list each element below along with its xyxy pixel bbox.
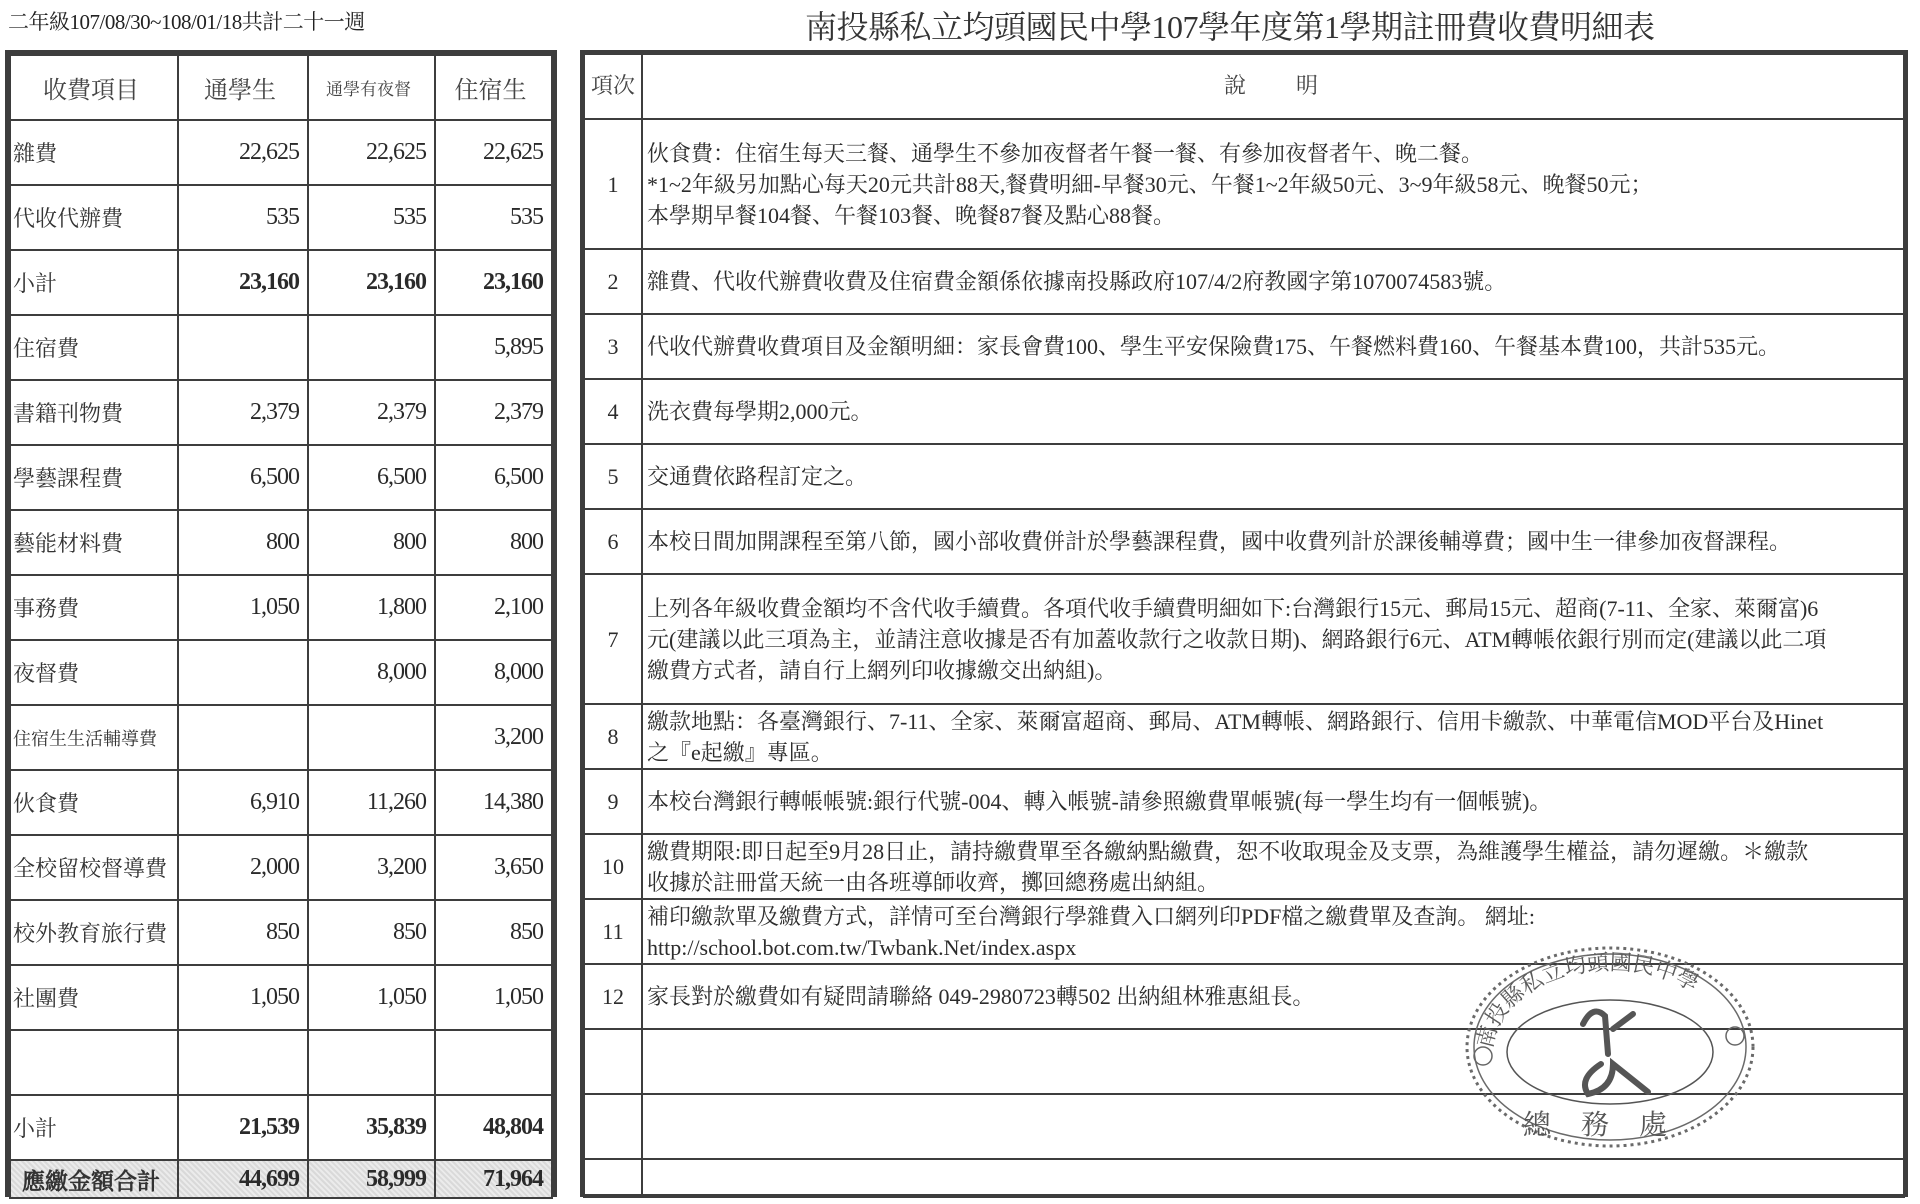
note-text bbox=[642, 509, 1904, 574]
note-text-empty bbox=[642, 1094, 1904, 1159]
note-text bbox=[642, 249, 1904, 314]
fee-boarder: 2,379 bbox=[435, 380, 552, 445]
fee-row bbox=[10, 185, 552, 250]
fee-commuter-night bbox=[308, 315, 435, 380]
fee-boarder bbox=[435, 1030, 552, 1095]
note-line: 家長對於繳費如有疑問請聯絡 049-2980723轉502 出納組林雅惠組長。 bbox=[647, 984, 1315, 1009]
fee-commuter-night bbox=[308, 1030, 435, 1095]
grand-total-commuter-night: 58,999 bbox=[308, 1160, 435, 1198]
fee-commuter-night: 23,160 bbox=[308, 250, 435, 315]
note-row bbox=[584, 899, 1904, 964]
fee-commuter: 2,000 bbox=[178, 835, 308, 900]
note-text bbox=[642, 444, 1904, 509]
fee-item-label: 事務費 bbox=[10, 575, 178, 640]
fee-commuter: 535 bbox=[178, 185, 308, 250]
grand-total-label: 應繳金額合計 bbox=[10, 1160, 178, 1198]
note-text bbox=[642, 314, 1904, 379]
fee-commuter-night: 3,200 bbox=[308, 835, 435, 900]
note-text-empty bbox=[642, 1159, 1904, 1197]
note-number: 10 bbox=[584, 834, 642, 899]
column-header-boarder: 住宿生 bbox=[435, 55, 552, 120]
note-line: 元(建議以此三項為主，並請注意收據是否有加蓋收款行之收款日期)、網路銀行6元、ATM轉帳依銀行別而定(建議以此二項 bbox=[647, 626, 1827, 652]
fee-commuter-night: 2,379 bbox=[308, 380, 435, 445]
fee-boarder: 3,200 bbox=[435, 705, 552, 770]
note-line: 收據於註冊當天統一由各班導師收齊，擲回總務處出納組。 bbox=[647, 869, 1220, 895]
fee-row bbox=[10, 120, 552, 185]
note-line: 交通費依路程訂定之。 bbox=[647, 464, 868, 489]
note-number: 7 bbox=[584, 574, 642, 704]
fee-commuter-night: 850 bbox=[308, 900, 435, 965]
fee-commuter-night: 535 bbox=[308, 185, 435, 250]
payment-url-link[interactable]: http://school.bot.com.tw/Twbank.Net/index.aspx bbox=[647, 934, 1077, 960]
fee-commuter-night: 8,000 bbox=[308, 640, 435, 705]
note-row bbox=[584, 769, 1904, 834]
fee-table bbox=[5, 50, 557, 1197]
fee-commuter: 2,379 bbox=[178, 380, 308, 445]
fee-boarder: 3,650 bbox=[435, 835, 552, 900]
note-text-empty bbox=[642, 1029, 1904, 1094]
note-number-empty bbox=[584, 1094, 642, 1159]
note-row bbox=[584, 574, 1904, 704]
grand-total-boarder: 71,964 bbox=[435, 1160, 552, 1198]
note-line: 之『e起繳』專區。 bbox=[647, 739, 833, 765]
notes-table-header bbox=[584, 54, 1904, 119]
fee-commuter-night: 22,625 bbox=[308, 120, 435, 185]
grand-total-commuter: 44,699 bbox=[178, 1160, 308, 1198]
fee-item-label: 住宿生生活輔導費 bbox=[10, 705, 178, 770]
note-line: 本校台灣銀行轉帳帳號:銀行代號-004、轉入帳號-請參照繳費單帳號(每一學生均有一個帳號)。 bbox=[647, 789, 1552, 814]
fee-commuter bbox=[178, 705, 308, 770]
note-number: 3 bbox=[584, 314, 642, 379]
fee-item-label: 夜督費 bbox=[10, 640, 178, 705]
fee-item-label: 藝能材料費 bbox=[10, 510, 178, 575]
note-line: 補印繳款單及繳費方式，詳情可至台灣銀行學雜費入口網列印PDF檔之繳費單及查詢。 網址: bbox=[647, 903, 1535, 929]
fee-row bbox=[10, 640, 552, 705]
fee-commuter bbox=[178, 640, 308, 705]
fee-item-label: 學藝課程費 bbox=[10, 445, 178, 510]
note-line: *1~2年級另加點心每天20元共計88天,餐費明細-早餐30元、午餐1~2年級50元、3~9年級58元、晚餐50元； bbox=[647, 171, 1653, 197]
column-header-item: 收費項目 bbox=[10, 55, 178, 120]
fee-row bbox=[10, 510, 552, 575]
document-title: 南投縣私立均頭國民中學107學年度第1學期註冊費收費明細表 bbox=[805, 9, 1655, 45]
fee-commuter: 800 bbox=[178, 510, 308, 575]
fee-boarder: 48,804 bbox=[435, 1095, 552, 1160]
note-number: 6 bbox=[584, 509, 642, 574]
note-number: 2 bbox=[584, 249, 642, 314]
fee-boarder: 6,500 bbox=[435, 445, 552, 510]
fee-item-label: 社團費 bbox=[10, 965, 178, 1030]
fee-item-label: 小計 bbox=[10, 250, 178, 315]
column-header-no: 項次 bbox=[584, 54, 642, 119]
note-line: 洗衣費每學期2,000元。 bbox=[647, 399, 873, 424]
fee-row bbox=[10, 380, 552, 445]
note-number: 11 bbox=[584, 899, 642, 964]
fee-item-label bbox=[10, 1030, 178, 1095]
fee-item-label: 住宿費 bbox=[10, 315, 178, 380]
fee-commuter-night: 11,260 bbox=[308, 770, 435, 835]
stamp-outer-text: 南投縣私立均頭國民中學 bbox=[1473, 950, 1703, 1051]
note-text bbox=[642, 119, 1904, 249]
note-line: 本校日間加開課程至第八節，國小部收費併計於學藝課程費，國中收費列計於課後輔導費；國中生一律參加夜督課程。 bbox=[647, 529, 1792, 554]
note-line: 上列各年級收費金額均不含代收手續費。各項代收手續費明細如下:台灣銀行15元、郵局15元、超商(7-11、全家、萊爾富)6 bbox=[647, 595, 1819, 621]
column-header-description: 說明 bbox=[642, 54, 1904, 119]
fee-boarder: 800 bbox=[435, 510, 552, 575]
fee-commuter: 6,910 bbox=[178, 770, 308, 835]
note-number: 1 bbox=[584, 119, 642, 249]
semester-period-subtitle: 二年級107/08/30~108/01/18共計二十一週 bbox=[8, 10, 365, 34]
fee-item-label: 全校留校督導費 bbox=[10, 835, 178, 900]
note-text bbox=[642, 379, 1904, 444]
note-number: 12 bbox=[584, 964, 642, 1029]
column-header-commuter: 通學生 bbox=[178, 55, 308, 120]
empty-row bbox=[584, 1159, 1904, 1197]
fee-commuter: 22,625 bbox=[178, 120, 308, 185]
note-line: 雜費、代收代辦費收費及住宿費金額係依據南投縣政府107/4/2府教國字第1070074583號。 bbox=[647, 269, 1507, 294]
fee-row bbox=[10, 900, 552, 965]
note-line: 代收代辦費收費項目及金額明細：家長會費100、學生平安保險費175、午餐燃料費160、午餐基本費100，共計535元。 bbox=[647, 334, 1781, 359]
fee-item-label: 書籍刊物費 bbox=[10, 380, 178, 445]
note-text bbox=[642, 704, 1904, 769]
fee-row bbox=[10, 835, 552, 900]
empty-row bbox=[584, 1094, 1904, 1159]
empty-row bbox=[10, 1030, 552, 1095]
fee-item-label: 校外教育旅行費 bbox=[10, 900, 178, 965]
note-number: 8 bbox=[584, 704, 642, 769]
note-text bbox=[642, 964, 1904, 1029]
fee-item-label: 伙食費 bbox=[10, 770, 178, 835]
fee-item-label: 雜費 bbox=[10, 120, 178, 185]
fee-row bbox=[10, 575, 552, 640]
fee-boarder: 1,050 bbox=[435, 965, 552, 1030]
fee-commuter-night: 1,050 bbox=[308, 965, 435, 1030]
fee-commuter-night bbox=[308, 705, 435, 770]
fee-row bbox=[10, 445, 552, 510]
note-line: 繳費期限:即日起至9月28日止，請持繳費單至各繳納點繳費，恕不收取現金及支票，為維護學生權益，請勿遲繳。＊繳款 bbox=[647, 838, 1809, 864]
fee-item-label: 小計 bbox=[10, 1095, 178, 1160]
note-number: 4 bbox=[584, 379, 642, 444]
grand-total-row bbox=[10, 1160, 552, 1198]
note-row bbox=[584, 444, 1904, 509]
note-row bbox=[584, 119, 1904, 249]
fee-boarder: 14,380 bbox=[435, 770, 552, 835]
fee-commuter-night: 800 bbox=[308, 510, 435, 575]
fee-commuter-night: 1,800 bbox=[308, 575, 435, 640]
empty-row bbox=[584, 1029, 1904, 1094]
fee-commuter: 1,050 bbox=[178, 575, 308, 640]
fee-boarder: 535 bbox=[435, 185, 552, 250]
note-text bbox=[642, 769, 1904, 834]
fee-commuter bbox=[178, 1030, 308, 1095]
note-row bbox=[584, 379, 1904, 444]
note-number-empty bbox=[584, 1159, 642, 1197]
stamp-inner-text: 總務處 bbox=[1522, 1108, 1698, 1141]
fee-boarder: 850 bbox=[435, 900, 552, 965]
note-number-empty bbox=[584, 1029, 642, 1094]
fee-boarder: 23,160 bbox=[435, 250, 552, 315]
fee-boarder: 5,895 bbox=[435, 315, 552, 380]
subtotal-row bbox=[10, 1095, 552, 1160]
note-text bbox=[642, 574, 1904, 704]
note-row bbox=[584, 834, 1904, 899]
note-row bbox=[584, 314, 1904, 379]
fee-commuter: 23,160 bbox=[178, 250, 308, 315]
note-row bbox=[584, 964, 1904, 1029]
fee-commuter: 6,500 bbox=[178, 445, 308, 510]
fee-boarder: 8,000 bbox=[435, 640, 552, 705]
fee-item-label: 代收代辦費 bbox=[10, 185, 178, 250]
note-number: 9 bbox=[584, 769, 642, 834]
note-row bbox=[584, 509, 1904, 574]
notes-table bbox=[580, 50, 1908, 1197]
fee-commuter: 850 bbox=[178, 900, 308, 965]
fee-row bbox=[10, 965, 552, 1030]
fee-commuter bbox=[178, 315, 308, 380]
fee-row bbox=[10, 770, 552, 835]
note-line: 繳款地點：各臺灣銀行、7-11、全家、萊爾富超商、郵局、ATM轉帳、網路銀行、信用卡繳款、中華電信MOD平台及Hinet bbox=[647, 708, 1824, 734]
fee-table-header bbox=[10, 55, 552, 120]
note-row bbox=[584, 704, 1904, 769]
note-line: 本學期早餐104餐、午餐103餐、晚餐87餐及點心88餐。 bbox=[647, 202, 1176, 228]
note-row bbox=[584, 249, 1904, 314]
subtotal-row bbox=[10, 250, 552, 315]
note-line: 伙食費：住宿生每天三餐、通學生不參加夜督者午餐一餐、有參加夜督者午、晚二餐。 bbox=[647, 140, 1484, 166]
note-number: 5 bbox=[584, 444, 642, 509]
fee-commuter-night: 6,500 bbox=[308, 445, 435, 510]
note-text bbox=[642, 899, 1904, 964]
fee-boarder: 2,100 bbox=[435, 575, 552, 640]
fee-boarder: 22,625 bbox=[435, 120, 552, 185]
fee-row bbox=[10, 315, 552, 380]
fee-row bbox=[10, 705, 552, 770]
fee-commuter: 21,539 bbox=[178, 1095, 308, 1160]
note-text bbox=[642, 834, 1904, 899]
column-header-commuter-night: 通學有夜督 bbox=[308, 55, 435, 120]
fee-commuter-night: 35,839 bbox=[308, 1095, 435, 1160]
note-line: 繳費方式者，請自行上網列印收據繳交出納組)。 bbox=[647, 657, 1117, 683]
fee-commuter: 1,050 bbox=[178, 965, 308, 1030]
